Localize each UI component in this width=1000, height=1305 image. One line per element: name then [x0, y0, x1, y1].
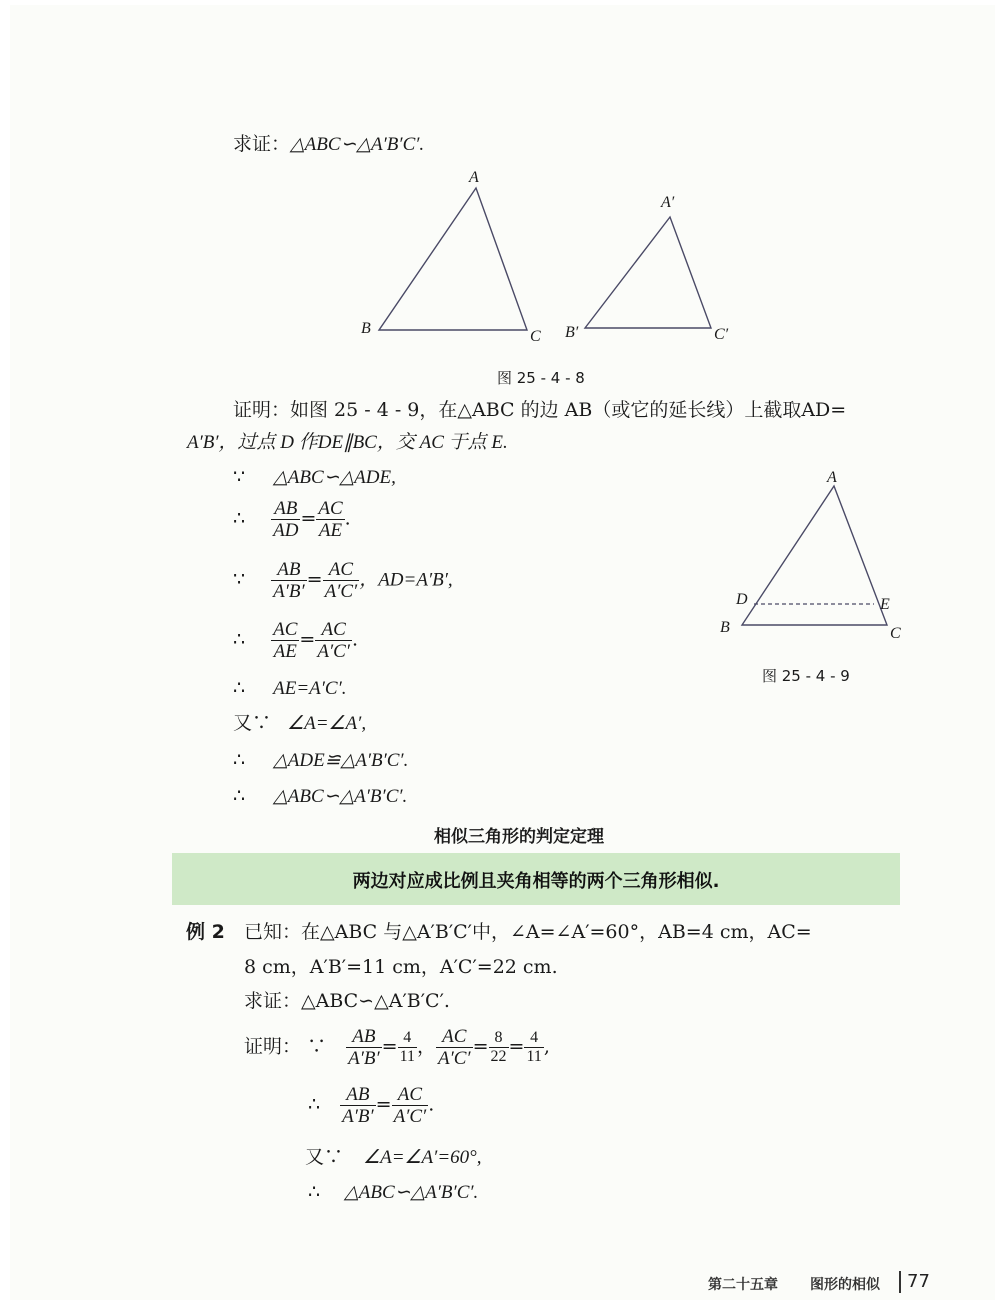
figure-25-4-8-caption: 图 25 - 4 - 8	[497, 369, 585, 387]
prove-statement: △ABC∽△A′B′C′.	[290, 134, 425, 155]
proof-step-2: ∴ $\frac{AB}{AD}$ = $\frac{AC}{AE}$ .	[233, 498, 351, 541]
theorem-banner	[172, 853, 900, 905]
label-c: C	[530, 328, 541, 345]
fraction: $\frac{AC}{A'C'}$	[438, 1026, 471, 1069]
page-number: 77	[907, 1271, 930, 1292]
example-proof-step-4: ∴ △ABC∽△A′B′C′.	[308, 1181, 479, 1203]
fraction: $\frac{AB}{AD}$	[273, 498, 299, 541]
fraction: $\frac{AC}{AE}$	[318, 498, 343, 541]
footer-title: 图形的相似	[810, 1277, 880, 1293]
fraction: $\frac{AC}{A'C'}$	[393, 1084, 427, 1127]
proof-step-8: ∴ △ABC∽△A′B′C′.	[233, 785, 408, 807]
example-label: 例 2	[186, 921, 225, 943]
proof-label: 证明：	[244, 1035, 302, 1058]
prove-label: 求证：	[233, 133, 291, 155]
figure-25-4-9	[712, 466, 912, 646]
label-d: D	[736, 591, 748, 608]
figure-25-4-8	[355, 165, 740, 345]
label-c: C	[890, 625, 901, 642]
triangle-a1b1c1	[585, 217, 711, 328]
fraction: $\frac{8}{22}$	[490, 1029, 507, 1065]
label-b-prime: B′	[565, 324, 579, 341]
fraction: $\frac{AB}{A'B'}$	[348, 1026, 380, 1069]
proof-step-7: ∴ △ADE≌△A′B′C′.	[233, 749, 409, 771]
label-e: E	[880, 596, 890, 613]
label-b: B	[720, 619, 730, 636]
fraction: $\frac{4}{11}$	[526, 1029, 542, 1065]
proof-step-5: ∴ AE=A′C′.	[233, 677, 347, 699]
fraction: $\frac{AC}{AE}$	[273, 619, 298, 662]
label-c-prime: C′	[714, 326, 729, 343]
example-proof-step-2: ∴ $\frac{AB}{A'B'}$ = $\frac{AC}{A'C'}$ .	[308, 1084, 435, 1127]
footer-divider	[899, 1271, 901, 1293]
label-a: A	[827, 469, 837, 486]
triangle-abc	[379, 188, 527, 330]
example-proof-step-3: 又∵ ∠A=∠A′=60°,	[305, 1146, 482, 1168]
fraction: $\frac{AB}{A'B'}$	[342, 1084, 374, 1127]
proof-intro-line2: A′B′，过点 D 作DE∥BC，交 AC 于点 E.	[187, 432, 508, 453]
example-given-line2: 8 cm，A′B′=11 cm，A′C′=22 cm.	[244, 956, 558, 978]
example-given-line1: 已知：在△ABC 与△A′B′C′中，∠A=∠A′=60°，AB=4 cm，AC=	[244, 921, 812, 943]
fraction: $\frac{AC}{A'C'}$	[317, 619, 350, 662]
proof-step-1: ∵ △ABC∽△ADE,	[233, 466, 396, 488]
proof-step-6: 又∵ ∠A=∠A′,	[233, 712, 367, 734]
example-proof-step-1: 证明： ∵ $\frac{AB}{A'B'}$ = $\frac{4}{11}$ ， $\frac{AC}{A'C'}$ = $\frac{8}{22}$ = $\frac{4}{11}$ ,	[244, 1026, 550, 1069]
fraction: $\frac{AC}{A'C'}$	[324, 559, 358, 602]
label-b: B	[361, 320, 371, 337]
theorem-statement: 两边对应成比例且夹角相等的两个三角形相似.	[352, 871, 720, 892]
proof-step-3: ∵ $\frac{AB}{A'B'}$ = $\frac{AC}{A'C'}$ ，AD=A′B′,	[233, 559, 453, 602]
figure-25-4-9-caption: 图 25 - 4 - 9	[762, 667, 850, 685]
proof-intro-line1: 证明：如图 25 - 4 - 9，在△ABC 的边 AB（或它的延长线）上截取AD=	[233, 399, 847, 421]
label-a: A	[469, 169, 479, 186]
theorem-heading: 相似三角形的判定定理	[434, 827, 604, 847]
prove-line	[233, 132, 424, 157]
example-prove: 求证：△ABC∽△A′B′C′.	[244, 990, 450, 1012]
fraction: $\frac{AB}{A'B'}$	[273, 559, 305, 602]
fraction: $\frac{4}{11}$	[399, 1029, 415, 1065]
proof-step-4: ∴ $\frac{AC}{AE}$ = $\frac{AC}{A'C'}$ .	[233, 619, 358, 662]
footer-chapter: 第二十五章	[708, 1277, 778, 1293]
label-a-prime: A′	[661, 194, 675, 211]
